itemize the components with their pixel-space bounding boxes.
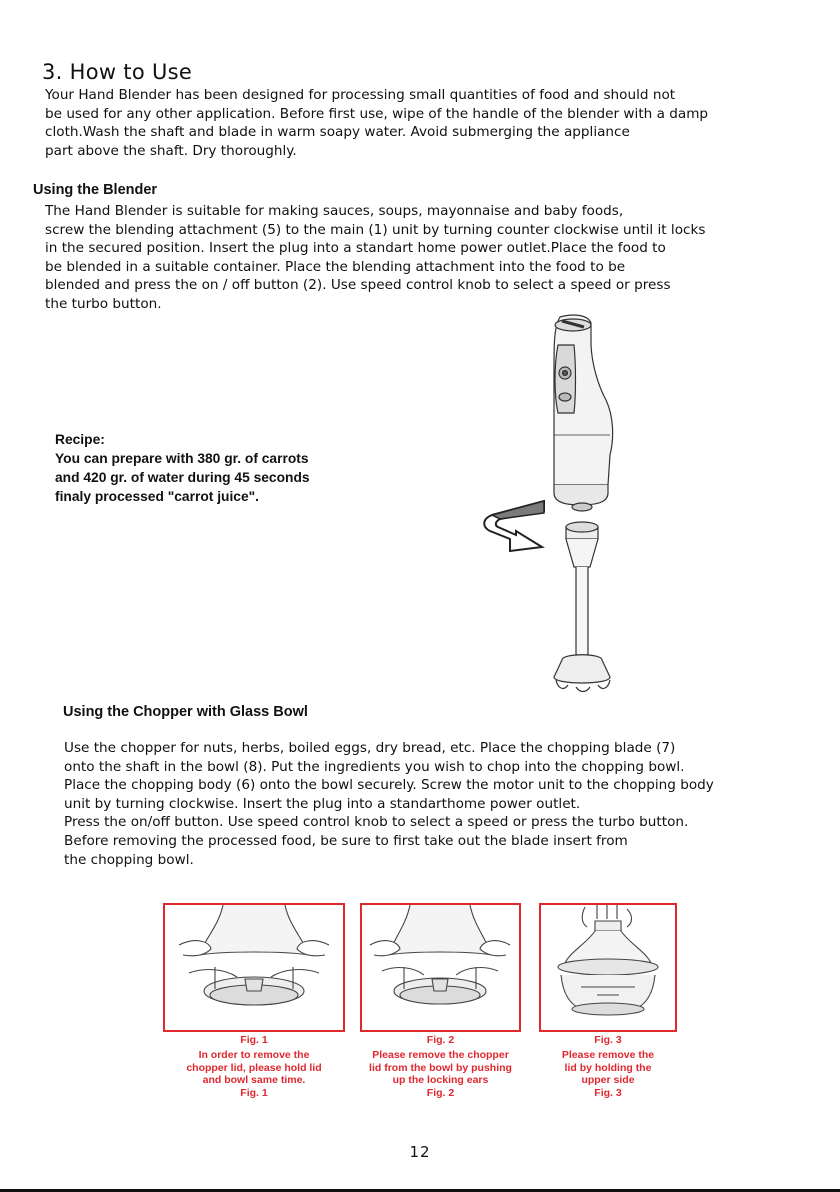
blender-line: screw the blending attachment (5) to the main (1) unit by turning counter clockwise until it locks bbox=[45, 221, 706, 238]
figure-3-label: Fig. 3 bbox=[594, 1034, 622, 1046]
caption-line: and bowl same time. bbox=[202, 1074, 306, 1087]
recipe-block bbox=[55, 430, 310, 506]
caption-line: Please remove the chopper bbox=[372, 1049, 509, 1062]
intro-paragraph bbox=[45, 86, 708, 160]
figure-1-label: Fig. 1 bbox=[240, 1034, 268, 1046]
chopper-line: the chopping bowl. bbox=[64, 851, 194, 868]
chopper-hands-illustration bbox=[165, 905, 343, 1030]
rotation-arrow-icon bbox=[484, 501, 544, 551]
intro-line: cloth.Wash the shaft and blade in warm soapy water. Avoid submerging the appliance bbox=[45, 124, 630, 141]
caption-line: chopper lid, please hold lid bbox=[186, 1061, 322, 1074]
caption-line: lid from the bowl by pushing bbox=[369, 1061, 512, 1074]
chopper-line: Press the on/off button. Use speed control knob to select a speed or press the turbo button. bbox=[64, 814, 689, 831]
lid-lift-illustration bbox=[541, 905, 675, 1030]
blender-heading: Using the Blender bbox=[33, 182, 158, 198]
caption-line: In order to remove the bbox=[198, 1049, 310, 1062]
caption-line: upper side bbox=[581, 1074, 635, 1087]
figure-1-caption bbox=[163, 1034, 345, 1099]
page-number: 12 bbox=[409, 1143, 431, 1161]
blender-line: in the secured position. Insert the plug into a standart home power outlet.Place the food to bbox=[45, 240, 666, 257]
intro-line: part above the shaft. Dry thoroughly. bbox=[45, 142, 297, 159]
chopper-line: Use the chopper for nuts, herbs, boiled eggs, dry bread, etc. Place the chopping blade (7) bbox=[64, 740, 676, 756]
blender-line: The Hand Blender is suitable for making sauces, soups, mayonnaise and baby foods, bbox=[45, 203, 624, 219]
chopper-line: unit by turning clockwise. Insert the plug into a standarthome power outlet. bbox=[64, 795, 581, 812]
recipe-label: Recipe: bbox=[55, 432, 105, 447]
caption-line: up the locking ears bbox=[392, 1074, 489, 1087]
caption-line: Fig. 1 bbox=[240, 1086, 268, 1099]
chopper-line: Before removing the processed food, be sure to first take out the blade insert from bbox=[64, 832, 628, 849]
figure-2-image bbox=[360, 903, 521, 1032]
recipe-line: finaly processed "carrot juice". bbox=[55, 489, 260, 504]
caption-line: lid by holding the bbox=[564, 1061, 652, 1074]
chopper-line: onto the shaft in the bowl (8). Put the ingredients you wish to chop into the chopping bowl. bbox=[64, 758, 685, 775]
figure-3-caption bbox=[538, 1034, 678, 1099]
caption-line: Please remove the bbox=[561, 1049, 655, 1062]
chopper-heading: Using the Chopper with Glass Bowl bbox=[63, 704, 308, 720]
intro-line: be used for any other application. Before first use, wipe of the handle of the blender with a damp bbox=[45, 105, 709, 122]
hand-blender-illustration bbox=[470, 305, 650, 697]
figure-3-image bbox=[539, 903, 677, 1032]
blender-line: be blended in a suitable container. Place the blending attachment into the food to be bbox=[45, 258, 626, 275]
intro-line: Your Hand Blender has been designed for processing small quantities of food and should not bbox=[45, 87, 676, 103]
figure-2-caption bbox=[350, 1034, 531, 1099]
blender-paragraph bbox=[45, 202, 705, 314]
chopper-lid-illustration bbox=[362, 905, 519, 1030]
section-title: 3. How to Use bbox=[42, 60, 193, 84]
blender-line: the turbo button. bbox=[45, 295, 162, 312]
figure-1-image bbox=[163, 903, 345, 1032]
recipe-line: and 420 gr. of water during 45 seconds bbox=[55, 470, 310, 485]
chopper-paragraph bbox=[64, 739, 714, 869]
chopper-line: Place the chopping body (6) onto the bowl securely. Screw the motor unit to the chopping body bbox=[64, 777, 714, 794]
caption-line: Fig. 3 bbox=[594, 1086, 622, 1099]
figure-2-label: Fig. 2 bbox=[426, 1034, 455, 1046]
caption-line: Fig. 2 bbox=[426, 1086, 455, 1099]
recipe-line: You can prepare with 380 gr. of carrots bbox=[55, 451, 309, 466]
blender-line: blended and press the on / off button (2). Use speed control knob to select a speed or press bbox=[45, 277, 671, 294]
